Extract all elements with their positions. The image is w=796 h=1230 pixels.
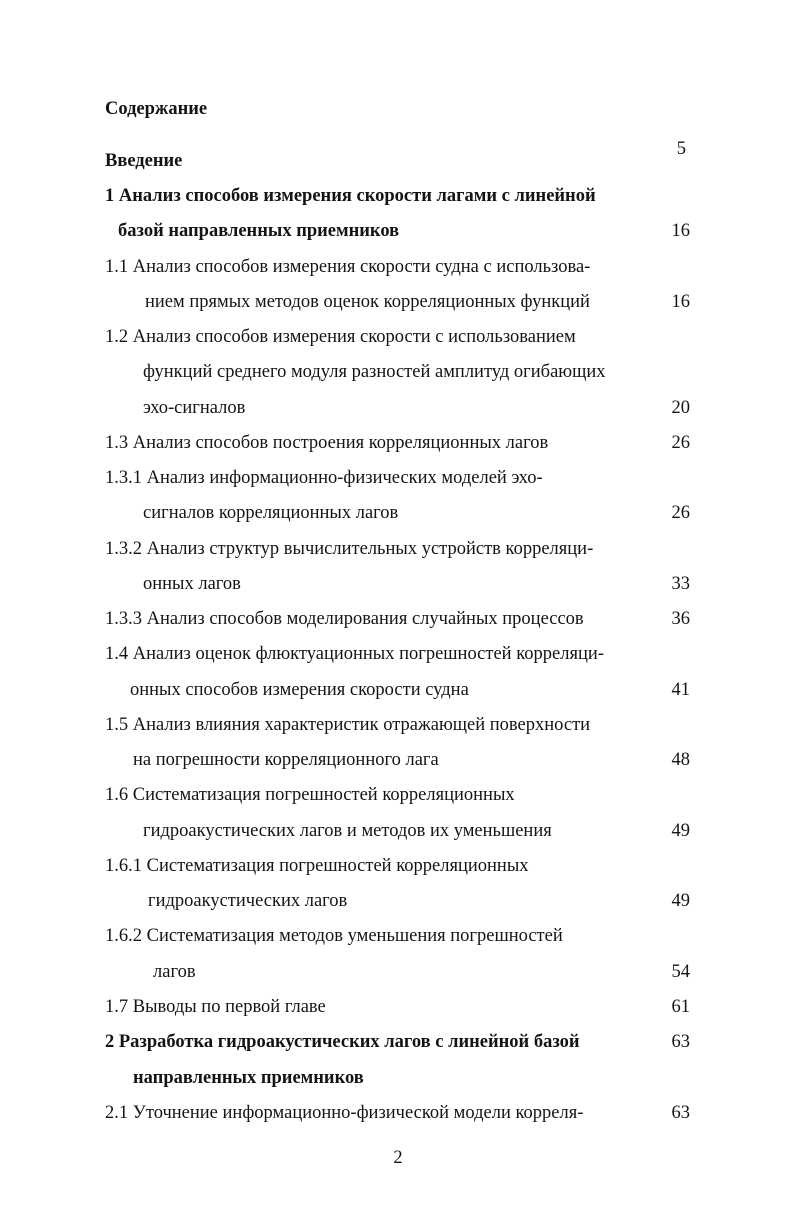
- toc-page-1-6: 49: [671, 821, 690, 841]
- toc-page-1-4: 41: [671, 680, 690, 700]
- page-title: Содержание: [105, 99, 208, 119]
- toc-entry-1-5-line1: 1.5 Анализ влияния характеристик отражающей поверхности: [105, 715, 591, 735]
- toc-entry-ch1-line1: 1 Анализ способов измерения скорости лагами с линейной: [105, 186, 596, 206]
- toc-page-1-7: 61: [671, 997, 690, 1017]
- toc-page-ch2: 63: [671, 1032, 690, 1052]
- toc-entry-1-6-line2: гидроакустических лагов и методов их уменьшения: [143, 821, 552, 841]
- toc-entry-1-3-2-line2: онных лагов: [143, 574, 241, 594]
- toc-entry-1-7: 1.7 Выводы по первой главе: [105, 997, 326, 1017]
- toc-page-1-3-2: 33: [671, 574, 690, 594]
- toc-entry-1-2-line1: 1.2 Анализ способов измерения скорости с использованием: [105, 327, 576, 347]
- toc-entry-1-4-line1: 1.4 Анализ оценок флюктуационных погрешностей корреляци-: [105, 644, 604, 664]
- toc-entry-1-6-1-line1: 1.6.1 Систематизация погрешностей корреляционных: [105, 856, 529, 876]
- toc-entry-1-6-2-line1: 1.6.2 Систематизация методов уменьшения погрешностей: [105, 926, 563, 946]
- toc-entry-1-6-1-line2: гидроакустических лагов: [148, 891, 348, 911]
- toc-entry-1-5-line2: на погрешности корреляционного лага: [133, 750, 439, 770]
- toc-entry-intro: Введение: [105, 151, 183, 171]
- toc-entry-1-3-1-line2: сигналов корреляционных лагов: [143, 503, 399, 523]
- toc-entry-1-3-2-line1: 1.3.2 Анализ структур вычислительных устройств корреляци-: [105, 539, 594, 559]
- toc-page-2-1: 63: [671, 1103, 690, 1123]
- toc-entry-1-4-line2: онных способов измерения скорости судна: [130, 680, 469, 700]
- toc-page-1-3: 26: [671, 433, 690, 453]
- toc-page-1-6-2: 54: [671, 962, 690, 982]
- toc-entry-1-3-1-line1: 1.3.1 Анализ информационно-физических моделей эхо-: [105, 468, 543, 488]
- toc-entry-1-3: 1.3 Анализ способов построения корреляционных лагов: [105, 433, 549, 453]
- toc-page-1-5: 48: [671, 750, 690, 770]
- toc-entry-ch2-line2: направленных приемников: [133, 1068, 364, 1088]
- page-number: 2: [393, 1148, 403, 1168]
- toc-entry-1-3-3: 1.3.3 Анализ способов моделирования случайных процессов: [105, 609, 584, 629]
- toc-entry-ch2-line1: 2 Разработка гидроакустических лагов с линейной базой: [105, 1032, 580, 1052]
- toc-entry-1-2-line3: эхо-сигналов: [143, 398, 246, 418]
- toc-page-1-1: 16: [671, 292, 690, 312]
- toc-page-1-3-3: 36: [671, 609, 690, 629]
- toc-entry-1-6-line1: 1.6 Систематизация погрешностей корреляционных: [105, 785, 515, 805]
- toc-entry-ch1-line2: базой направленных приемников: [118, 221, 400, 241]
- toc-entry-1-1-line1: 1.1 Анализ способов измерения скорости судна с использова-: [105, 257, 591, 277]
- toc-page-1-2: 20: [671, 398, 690, 418]
- toc-page-ch1: 16: [671, 221, 690, 241]
- toc-entry-1-2-line2: функций среднего модуля разностей амплитуд огибающих: [143, 362, 606, 382]
- toc-entry-1-1-line2: нием прямых методов оценок корреляционных функций: [145, 292, 590, 312]
- toc-entry-2-1: 2.1 Уточнение информационно-физической модели корреля-: [105, 1103, 584, 1123]
- toc-entry-1-6-2-line2: лагов: [153, 962, 196, 982]
- toc-page-1-3-1: 26: [671, 503, 690, 523]
- toc-page-intro: 5: [676, 139, 686, 159]
- toc-page-1-6-1: 49: [671, 891, 690, 911]
